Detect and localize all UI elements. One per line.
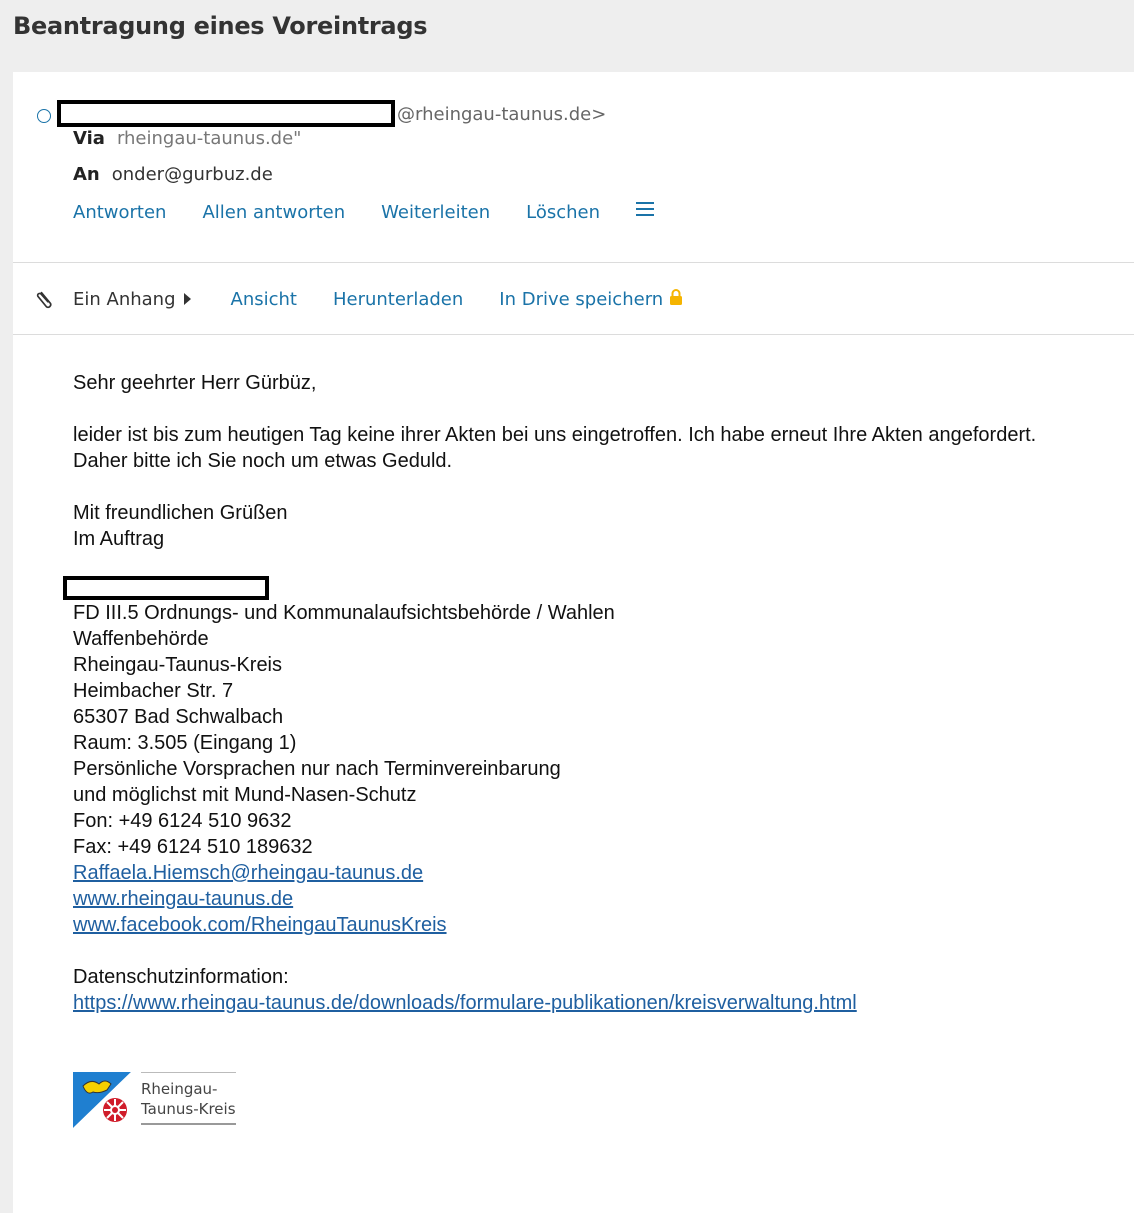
recipient-label: An: [73, 164, 100, 185]
attachment-bar: [35, 288, 683, 310]
via-value: rheingau-taunus.de": [116, 128, 302, 149]
select-radio-icon[interactable]: [37, 109, 51, 123]
signature-line: Fax: +49 6124 510 189632: [73, 836, 313, 858]
sender-domain: @rheingau-taunus.de>: [397, 104, 607, 125]
paperclip-icon: [35, 288, 57, 310]
email-subject: Beantragung eines Voreintrags: [13, 12, 428, 40]
attachment-count[interactable]: Ein Anhang: [73, 288, 176, 310]
signature-line: Fon: +49 6124 510 9632: [73, 810, 292, 832]
closing-line-1: Mit freundlichen Grüßen: [73, 502, 288, 524]
privacy-label: Datenschutzinformation:: [73, 966, 289, 988]
via-row: [73, 128, 301, 149]
view-attachment-button[interactable]: Ansicht: [230, 288, 297, 310]
body-line-1: leider ist bis zum heutigen Tag keine ihrer Akten bei uns eingetroffen. Ich habe erneut Ihre Akten angefordert.: [73, 424, 1037, 446]
closing-line-2: Im Auftrag: [73, 528, 165, 550]
signature-line: Rheingau-Taunus-Kreis: [73, 654, 283, 676]
download-attachment-button[interactable]: Herunterladen: [332, 288, 464, 310]
recipient-value: onder@gurbuz.de: [111, 164, 273, 185]
reply-all-button[interactable]: Allen antworten: [202, 202, 346, 223]
email-card: [13, 72, 1134, 1213]
recipient-row: [73, 164, 273, 185]
email-body: [73, 370, 1036, 1016]
signature-line: 65307 Bad Schwalbach: [73, 706, 284, 728]
header-divider: [13, 262, 1134, 263]
email-link[interactable]: Raffaela.Hiemsch@rheingau-taunus.de: [73, 862, 424, 884]
delete-button[interactable]: Löschen: [526, 202, 601, 223]
email-actions-bar: [73, 202, 654, 223]
logo-line-1: Rheingau-: [141, 1080, 218, 1098]
logo-line-2: Taunus-Kreis: [141, 1100, 236, 1118]
signature-line: Heimbacher Str. 7: [73, 680, 234, 702]
privacy-link[interactable]: https://www.rheingau-taunus.de/downloads/formulare-publikationen/kreisverwaltung.html: [73, 992, 857, 1014]
redacted-sender-name: [57, 100, 395, 127]
facebook-link[interactable]: www.facebook.com/RheingauTaunusKreis: [73, 914, 447, 936]
signature-line: und möglichst mit Mund-Nasen-Schutz: [73, 784, 417, 806]
logo-wordmark: [141, 1072, 236, 1125]
greeting: Sehr geehrter Herr Gürbüz,: [73, 372, 317, 394]
signature-line: Raum: 3.505 (Eingang 1): [73, 732, 297, 754]
lock-icon: [669, 288, 683, 306]
body-line-2: Daher bitte ich Sie noch um etwas Geduld.: [73, 450, 453, 472]
save-to-drive-button[interactable]: In Drive speichern: [499, 288, 664, 310]
attachment-divider: [13, 334, 1134, 335]
website-link[interactable]: www.rheingau-taunus.de: [73, 888, 294, 910]
reply-button[interactable]: Antworten: [73, 202, 167, 223]
hamburger-menu-icon[interactable]: [636, 202, 654, 218]
coat-of-arms-icon: [73, 1072, 131, 1128]
signature-line: FD III.5 Ordnungs- und Kommunalaufsichtsbehörde / Wahlen: [73, 602, 615, 624]
expand-caret-icon[interactable]: [184, 293, 191, 305]
redacted-signature-name: [63, 576, 269, 600]
via-label: Via: [73, 128, 105, 149]
signature-line: Persönliche Vorsprachen nur nach Terminvereinbarung: [73, 758, 561, 780]
forward-button[interactable]: Weiterleiten: [381, 202, 491, 223]
signature-line: Waffenbehörde: [73, 628, 209, 650]
organization-logo: [73, 1072, 236, 1128]
